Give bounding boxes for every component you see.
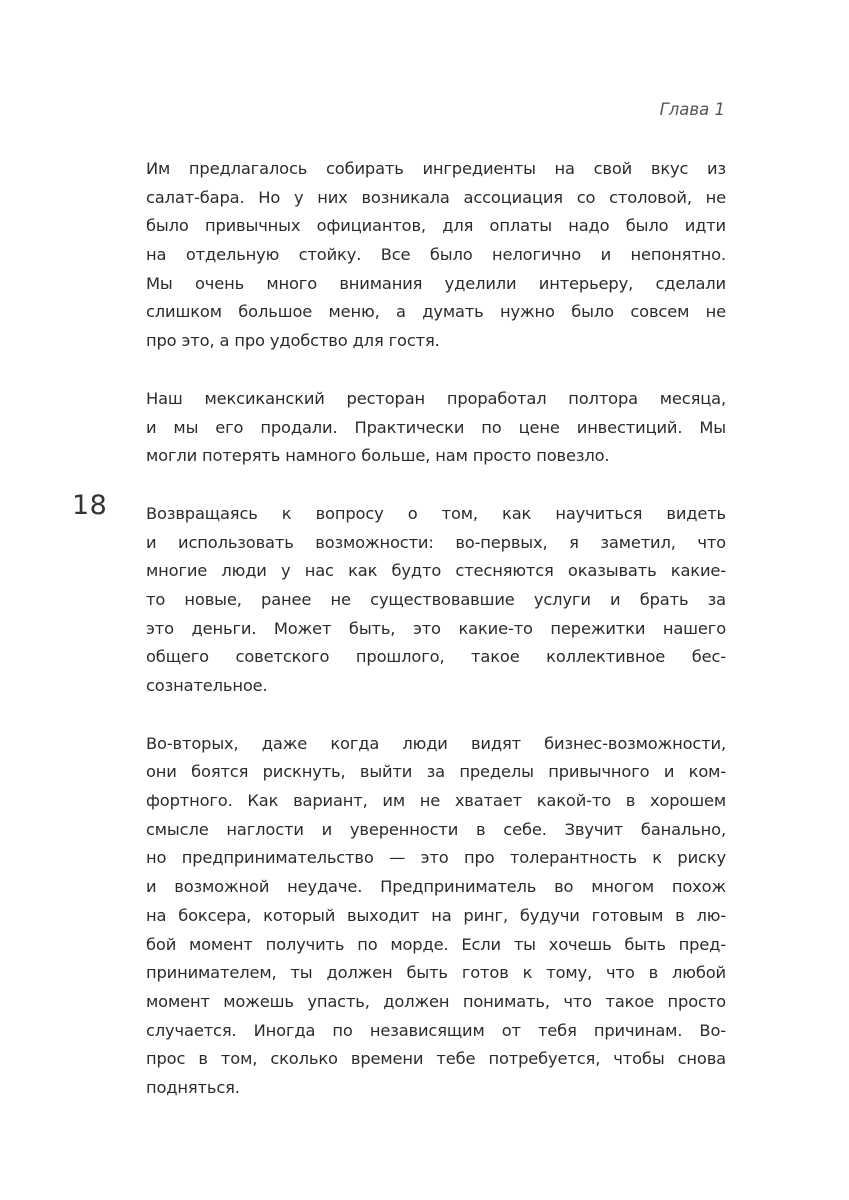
paragraph-line: Мы очень много внимания уделили интерьеру, сделали (146, 273, 726, 293)
paragraph-line: Им предлагалось собирать ингредиенты на свой вкус из (146, 159, 726, 178)
paragraph-1 (146, 155, 726, 356)
paragraph-line: на боксера, который выходит на ринг, будучи готовым в лю- (146, 905, 726, 925)
paragraph-line: Во-вторых, даже когда люди видят бизнес-возможности, (146, 733, 726, 753)
paragraph-line: бой момент получить по морде. Если ты хочешь быть пред- (146, 934, 726, 954)
paragraph-line: они боятся рискнуть, выйти за пределы привычного и ком- (146, 762, 726, 782)
paragraph-line: и возможной неудаче. Предприниматель во многом похож (146, 877, 726, 897)
paragraph-line: и использовать возможности: во-первых, я заметил, что (146, 532, 726, 552)
paragraph-line: салат-бара. Но у них возникала ассоциация со столовой, не (146, 187, 726, 207)
paragraph-line: Наш мексиканский ресторан проработал полтора месяца, (146, 388, 726, 408)
paragraph-line: случается. Иногда по независящим от тебя причинам. Во- (146, 1020, 726, 1040)
paragraph-line: многие люди у нас как будто стесняются оказывать какие- (146, 561, 726, 581)
paragraph-line: про это, а про удобство для гостя. (146, 331, 440, 351)
text-body (146, 155, 726, 1132)
paragraph-line: принимателем, ты должен быть готов к тому, что в любой (146, 963, 726, 983)
paragraph-line: это деньги. Может быть, это какие-то пережитки нашего (146, 618, 726, 638)
paragraph-4 (146, 730, 726, 1103)
paragraph-line: прос в том, сколько времени тебе потребуется, чтобы снова (146, 1049, 726, 1069)
paragraph-line: то новые, ранее не существовавшие услуги и брать за (146, 589, 726, 609)
running-header-chapter: Глава 1 (659, 100, 725, 119)
paragraph-line: фортного. Как вариант, им не хватает какой-то в хорошем (146, 791, 726, 811)
paragraph-line: подняться. (146, 1077, 240, 1097)
page-number: 18 (72, 490, 108, 521)
paragraph-line: было привычных официантов, для оплаты надо было идти (146, 216, 726, 236)
paragraph-line: момент можешь упасть, должен понимать, что такое просто (146, 991, 726, 1011)
paragraph-line: на отдельную стойку. Все было нелогично и непонятно. (146, 245, 726, 265)
paragraph-3 (146, 500, 726, 701)
paragraph-line: Возвращаясь к вопросу о том, как научиться видеть (146, 503, 726, 523)
paragraph-line: слишком большое меню, а думать нужно было совсем не (146, 302, 726, 322)
paragraph-line: могли потерять намного больше, нам просто повезло. (146, 446, 610, 466)
paragraph-line: и мы его продали. Практически по цене инвестиций. Мы (146, 417, 726, 437)
paragraph-line: но предпринимательство — это про толерантность к риску (146, 848, 726, 868)
paragraph-line: общего советского прошлого, такое коллективное бес- (146, 647, 726, 667)
paragraph-2 (146, 385, 726, 471)
paragraph-line: сознательное. (146, 676, 268, 695)
paragraph-line: смысле наглости и уверенности в себе. Звучит банально, (146, 819, 726, 839)
